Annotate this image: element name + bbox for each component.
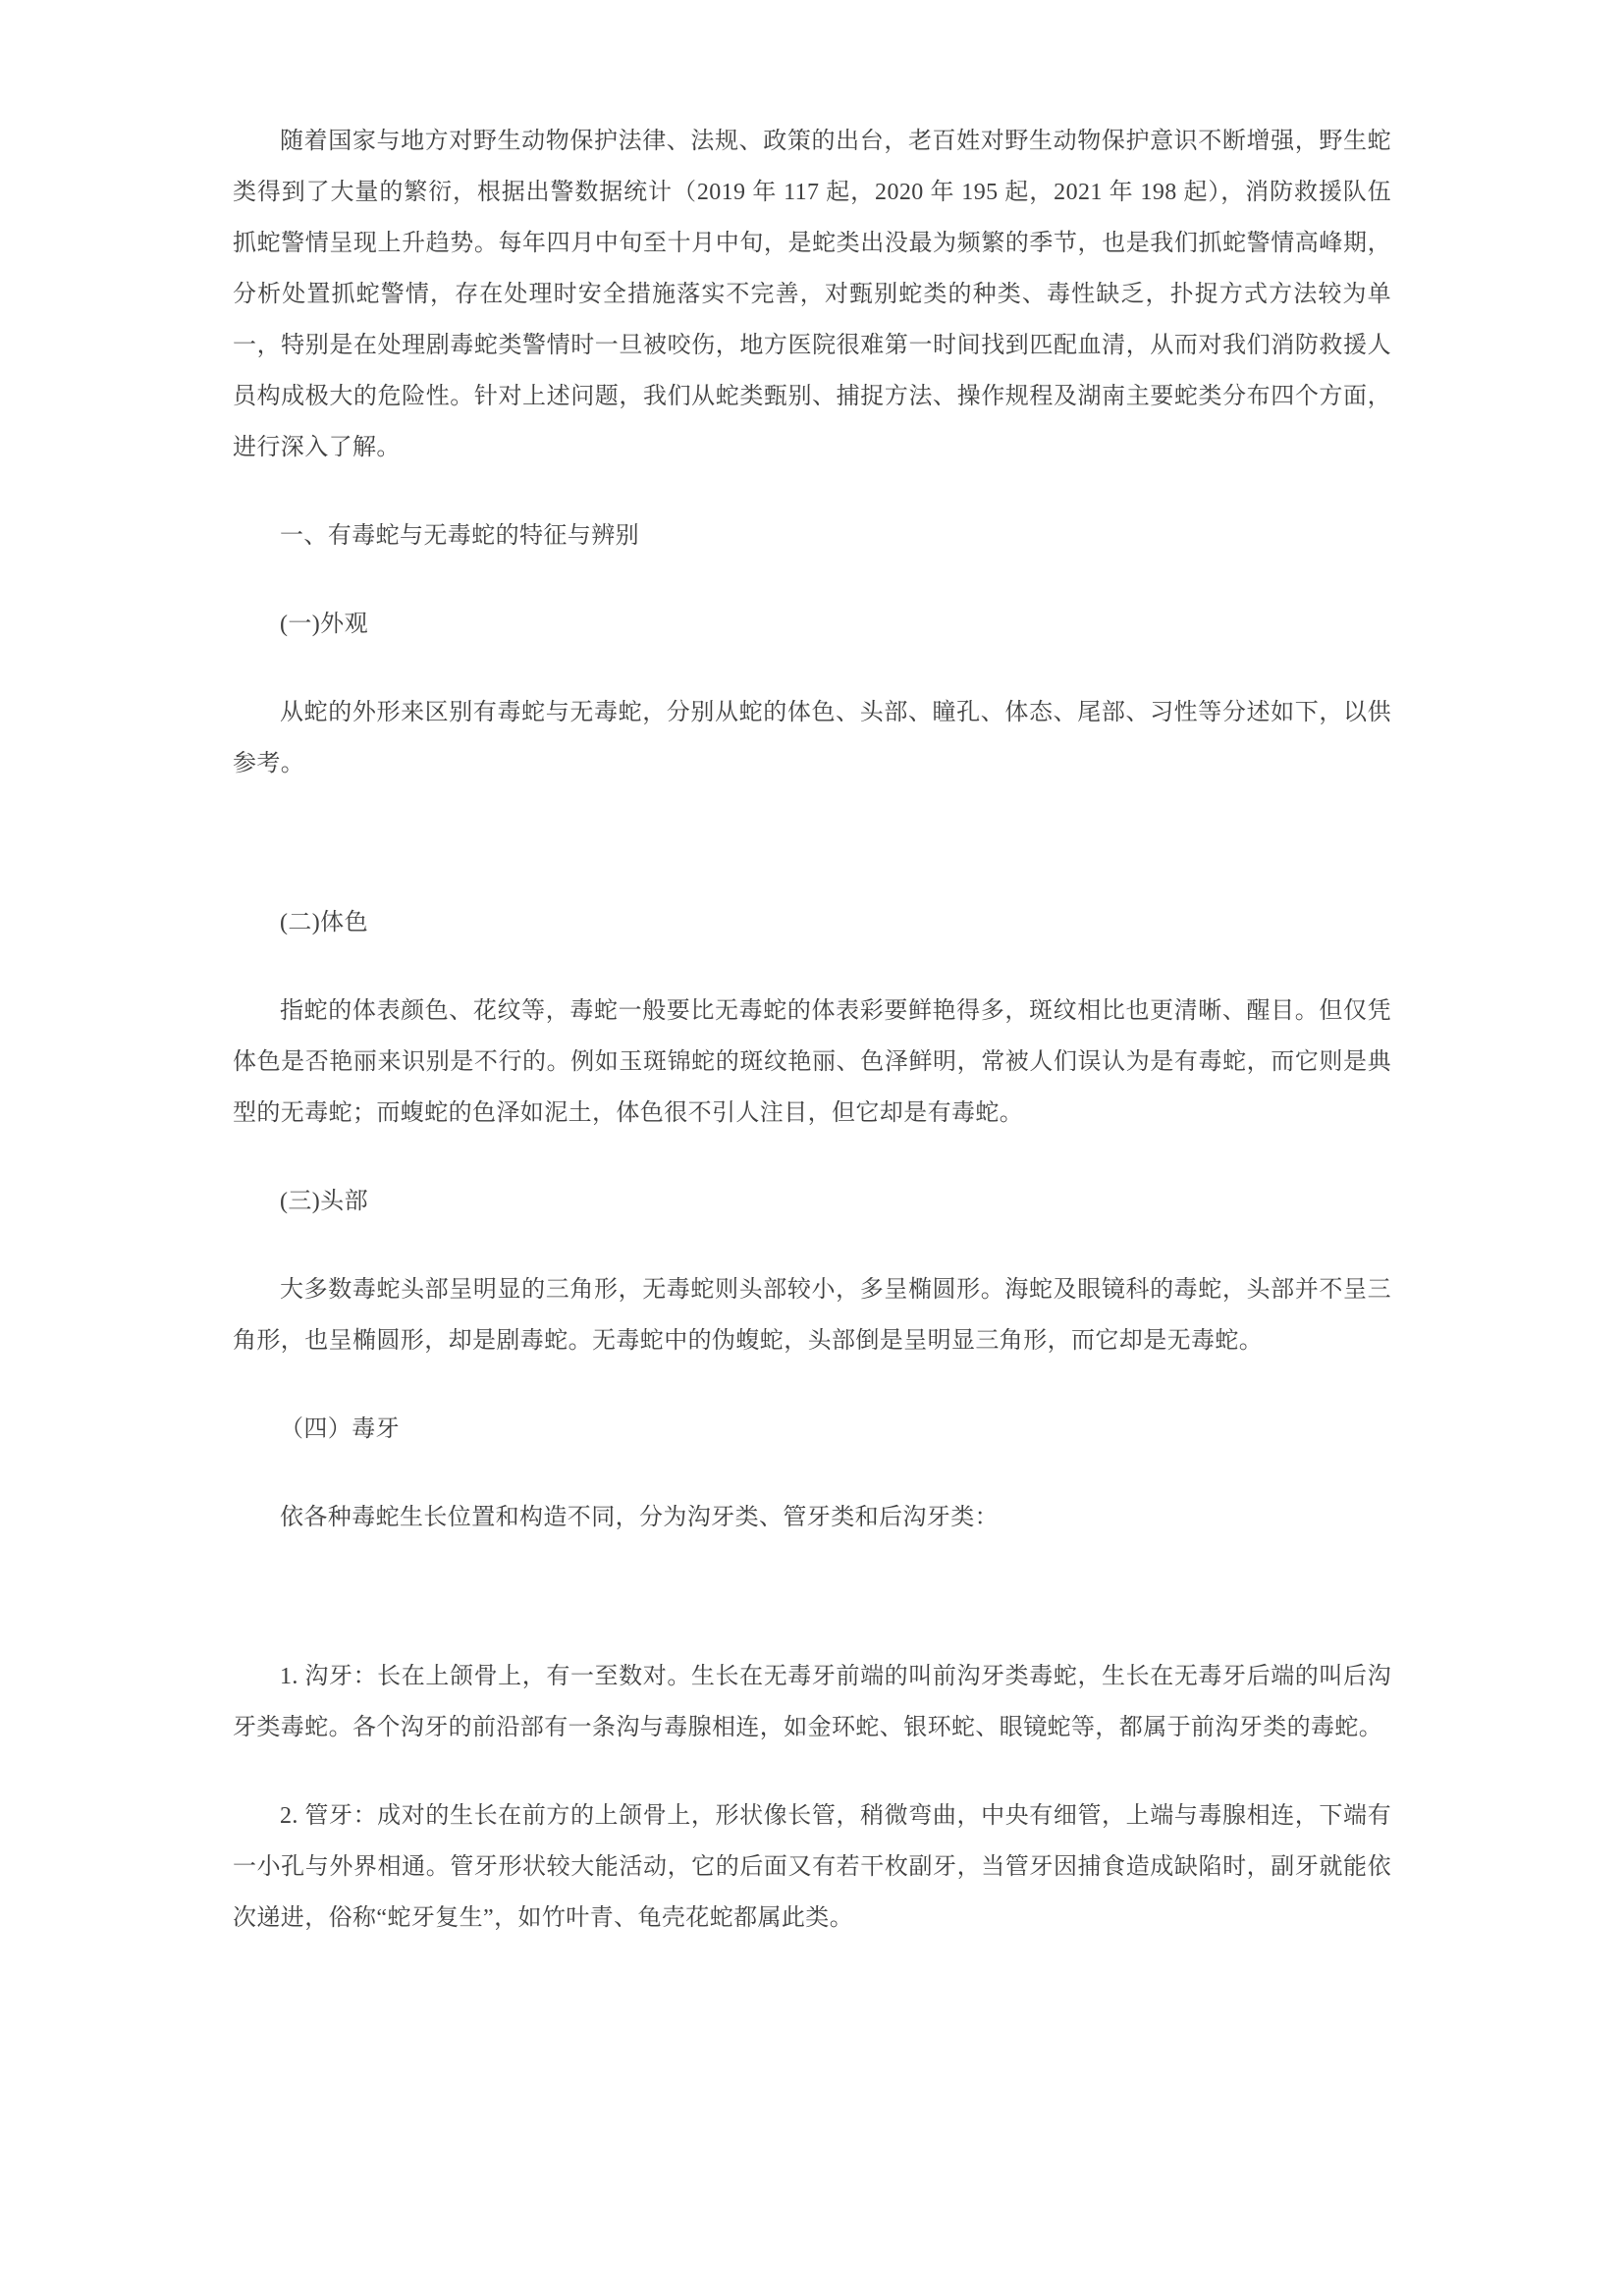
- paragraph-appearance: 从蛇的外形来区别有毒蛇与无毒蛇，分别从蛇的体色、头部、瞳孔、体态、尾部、习性等分述如下，以供参考。: [233, 700, 1391, 776]
- paragraph-tube-fangs: 2. 管牙：成对的生长在前方的上颌骨上，形状像长管，稍微弯曲，中央有细管，上端与毒腺相连，下端有一小孔与外界相通。管牙形状较大能活动，它的后面又有若干枚副牙，当管牙因捕食造成缺陷时，副牙就能依次递进，俗称“蛇牙复生”，如竹叶青、龟壳花蛇都属此类。: [233, 1803, 1391, 1931]
- paragraph-groove-fangs: 1. 沟牙：长在上颌骨上，有一至数对。生长在无毒牙前端的叫前沟牙类毒蛇，生长在无毒牙后端的叫后沟牙类毒蛇。各个沟牙的前沿部有一条沟与毒腺相连，如金环蛇、银环蛇、眼镜蛇等，都属于前沟牙类的毒蛇。: [233, 1664, 1391, 1740]
- section-heading-features: 一、有毒蛇与无毒蛇的特征与辨别: [280, 523, 639, 549]
- subheading-fangs: （四）毒牙: [280, 1416, 400, 1442]
- paragraph-fangs-intro: 依各种毒蛇生长位置和构造不同，分为沟牙类、管牙类和后沟牙类：: [280, 1505, 999, 1530]
- paragraph-head: 大多数毒蛇头部呈明显的三角形，无毒蛇则头部较小，多呈椭圆形。海蛇及眼镜科的毒蛇，头部并不呈三角形，也呈椭圆形，却是剧毒蛇。无毒蛇中的伪蝮蛇，头部倒是呈明显三角形，而它却是无毒蛇。: [233, 1277, 1391, 1354]
- subheading-appearance: (一)外观: [280, 612, 368, 637]
- subheading-body-color: (二)体色: [280, 910, 368, 935]
- intro-paragraph: 随着国家与地方对野生动物保护法律、法规、政策的出台，老百姓对野生动物保护意识不断增强，野生蛇类得到了大量的繁衍，根据出警数据统计（2019 年 117 起，2020 年 195 起，2021 年 198 起），消防救援队伍抓蛇警情呈现上升趋势。每年四月中旬至十月中旬，是蛇类出没最为频繁的季节，也是我们抓蛇警情高峰期，分析处置抓蛇警情，存在处理时安全措施落实不完善，对甄别蛇类的种类、毒性缺乏，扑捉方式方法较为单一，特别是在处理剧毒蛇类警情时一旦被咬伤，地方医院很难第一时间找到匹配血清，从而对我们消防救援人员构成极大的危险性。针对上述问题，我们从蛇类甄别、捕捉方法、操作规程及湖南主要蛇类分布四个方面，进行深入了解。: [233, 129, 1391, 460]
- paragraph-body-color: 指蛇的体表颜色、花纹等，毒蛇一般要比无毒蛇的体表彩要鲜艳得多，斑纹相比也更清晰、醒目。但仅凭体色是否艳丽来识别是不行的。例如玉斑锦蛇的斑纹艳丽、色泽鲜明，常被人们误认为是有毒蛇，而它则是典型的无毒蛇；而蝮蛇的色泽如泥土，体色很不引人注目，但它却是有毒蛇。: [233, 998, 1391, 1126]
- subheading-head: (三)头部: [280, 1189, 368, 1214]
- document-body: [233, 0, 1391, 2138]
